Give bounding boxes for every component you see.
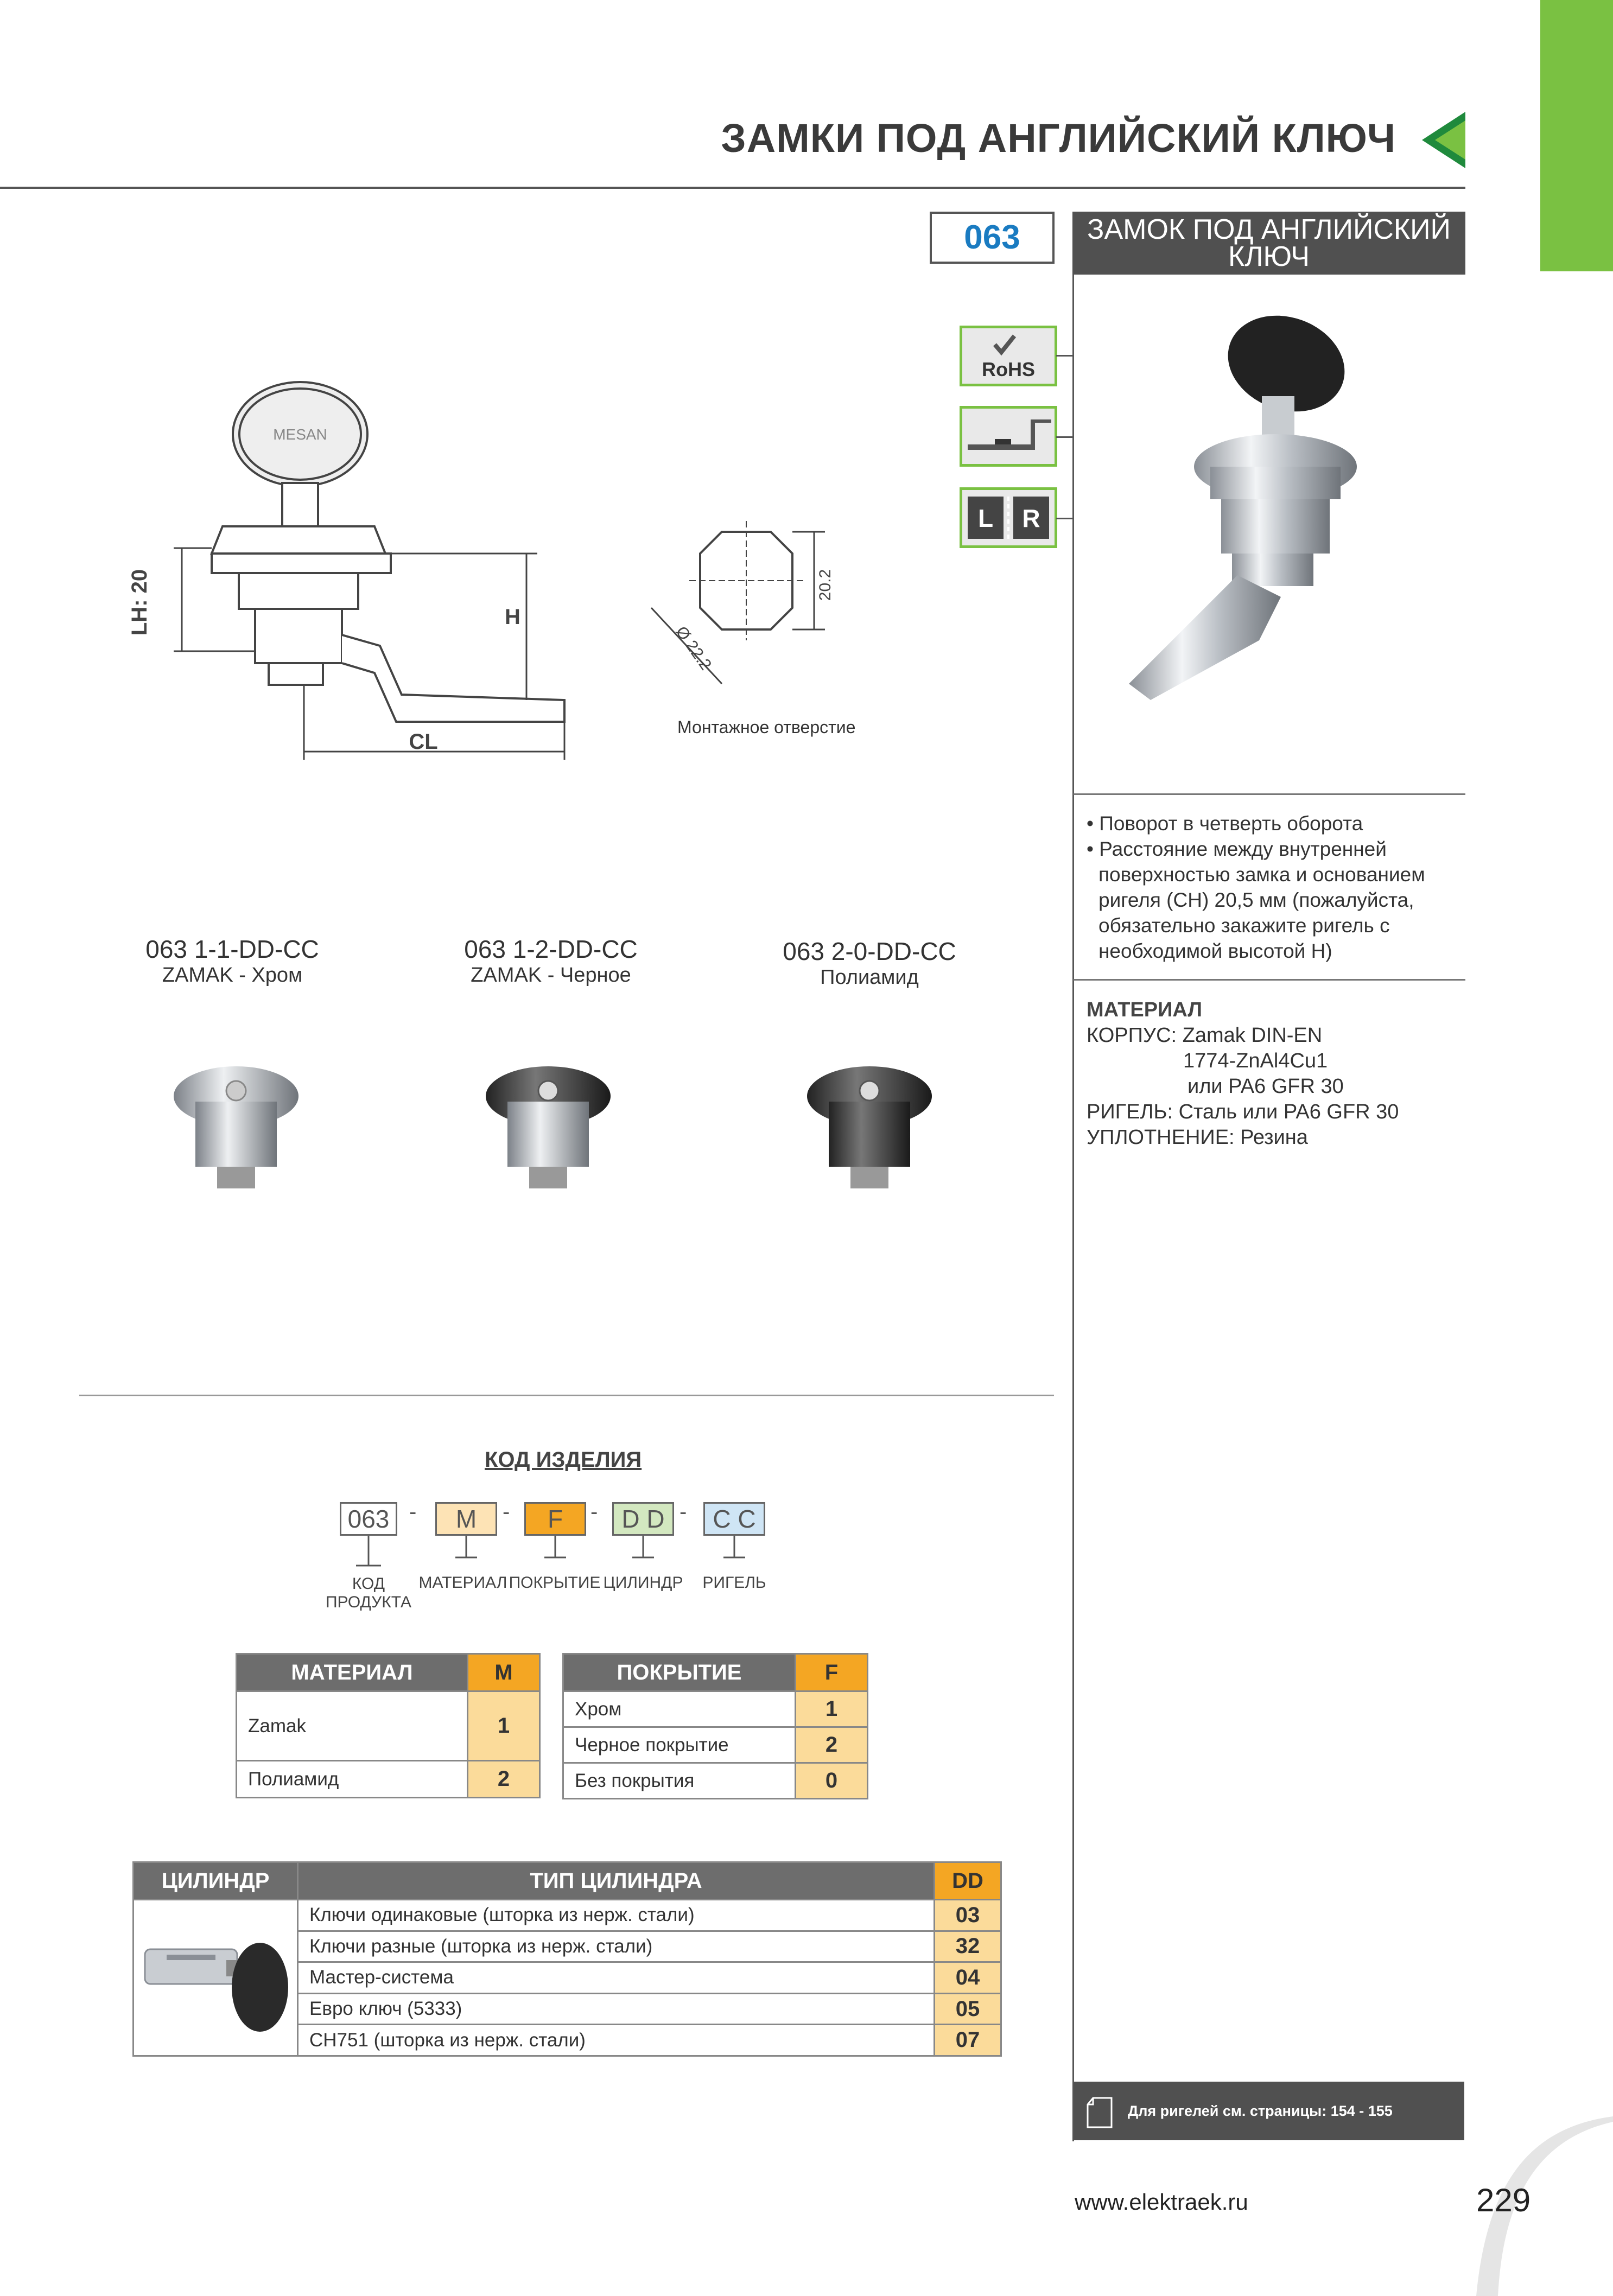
- page-number: 229: [1476, 2182, 1531, 2218]
- variant-code: 063 1-2-DD-CC: [464, 935, 638, 963]
- code-part-bolt: C C: [703, 1502, 765, 1536]
- panel-mount-icon: [960, 406, 1057, 467]
- product-heading-line1: ЗАМОК ПОД АНГЛИЙСКИЙ: [1087, 214, 1451, 245]
- coating-table-value: 0: [796, 1763, 868, 1799]
- variant-card: [388, 934, 714, 987]
- material-line: УПЛОТНЕНИЕ: Резина: [1087, 1126, 1308, 1149]
- icon-connector: [1056, 355, 1072, 357]
- material-table-name: Полиамид: [237, 1761, 468, 1798]
- feature-item: • Расстояние между внутренней поверхностью замка и основанием ригеля (CH) 20,5 мм (пожалуйста, обязательно закажите ригель с необходимой высотой H): [1087, 838, 1425, 962]
- variant-desc: ZAMAK - Черное: [471, 964, 631, 987]
- code-separator: -: [680, 1500, 687, 1524]
- website-url: www.elektraek.ru: [1075, 2189, 1248, 2215]
- cylinder-code: 04: [935, 1962, 1001, 1994]
- rohs-icon: [960, 326, 1057, 386]
- material-table-header: МАТЕРИАЛ: [237, 1654, 468, 1691]
- feature-rule: [1074, 793, 1465, 795]
- material-heading: МАТЕРИАЛ: [1087, 998, 1202, 1021]
- code-separator: -: [503, 1500, 510, 1524]
- cylinder-photo-cell: [134, 1900, 298, 2056]
- technical-drawing: [119, 347, 608, 771]
- dim-h: H: [505, 605, 520, 629]
- cylinder-photo: [134, 1900, 297, 2050]
- product-heading: [1072, 212, 1465, 275]
- cylinder-type: Ключи одинаковые (шторка из нерж. стали): [298, 1900, 935, 1931]
- material-line: РИГЕЛЬ: Сталь или PA6 GFR 30: [1087, 1101, 1399, 1123]
- variant-desc: ZAMAK - Хром: [162, 964, 303, 987]
- variant-desc: Полиамид: [820, 966, 919, 989]
- green-triangle-icon: [1422, 112, 1465, 168]
- material-table-value: 1: [468, 1691, 540, 1761]
- bolt-reference-note: [1074, 2082, 1464, 2140]
- cylinder-type: Мастер-система: [298, 1962, 935, 1994]
- coating-table-value: 1: [796, 1691, 868, 1727]
- page-title: ЗАМКИ ПОД АНГЛИЙСКИЙ КЛЮЧ: [721, 116, 1396, 161]
- feature-item: • Поворот в четверть оборота: [1087, 812, 1363, 835]
- title-rule: [0, 187, 1465, 189]
- coating-table: [562, 1653, 868, 1799]
- material-table: [236, 1653, 541, 1798]
- variant-code: 063 1-1-DD-CC: [145, 935, 319, 963]
- variant-card: [707, 937, 1032, 989]
- mounting-hole-drawing: [640, 521, 890, 716]
- left-right-icon: [960, 487, 1057, 548]
- code-part-cylinder: D D: [612, 1502, 674, 1536]
- code-connectors: [340, 1536, 774, 1568]
- variant-card: [69, 934, 395, 987]
- material-line: 1774-ZnAl4Cu1: [1183, 1050, 1328, 1072]
- variant-photo-chrome: [174, 1066, 299, 1188]
- coating-table-name: Хром: [563, 1691, 796, 1727]
- code-label-cylinder: ЦИЛИНДР: [603, 1574, 683, 1592]
- code-separator: -: [409, 1500, 417, 1524]
- lock-photo: [1118, 304, 1444, 749]
- material-line: КОРПУС: Zamak DIN-EN: [1087, 1024, 1323, 1047]
- coating-table-name: Без покрытия: [563, 1763, 796, 1799]
- variant-photo-polyamide: [807, 1066, 932, 1188]
- dim-lh: LH: 20: [128, 569, 151, 636]
- rohs-label: RoHS: [982, 358, 1035, 380]
- cylinder-code-header: DD: [935, 1862, 1001, 1900]
- material-table-code-header: M: [468, 1654, 540, 1691]
- hole-caption: Монтажное отверстие: [677, 717, 856, 737]
- cylinder-code: 07: [935, 2025, 1001, 2056]
- material-table-name: Zamak: [237, 1691, 468, 1761]
- material-table-value: 2: [468, 1761, 540, 1798]
- icon-connector: [1056, 518, 1072, 519]
- material-rule: [1074, 979, 1465, 981]
- order-code-heading: КОД ИЗДЕЛИЯ: [485, 1448, 642, 1472]
- code-label-material: МАТЕРИАЛ: [418, 1574, 507, 1592]
- coating-table-name: Черное покрытие: [563, 1727, 796, 1763]
- material-block: [1087, 997, 1399, 1150]
- coating-table-code-header: F: [796, 1654, 868, 1691]
- cylinder-code: 32: [935, 1931, 1001, 1962]
- variant-code: 063 2-0-DD-CC: [783, 937, 956, 965]
- code-part-product: 063: [340, 1502, 397, 1536]
- code-part-material: M: [435, 1502, 497, 1536]
- feature-list: [1087, 811, 1466, 964]
- cylinder-type: CH751 (шторка из нерж. стали): [298, 2025, 935, 2056]
- variant-photos: [163, 1058, 977, 1221]
- right-column-divider: [1072, 275, 1074, 2141]
- left-label: L: [977, 504, 994, 532]
- cylinder-type: Евро ключ (5333): [298, 1993, 935, 2025]
- green-tab: [1540, 0, 1613, 271]
- cylinder-table: [132, 1861, 1002, 2057]
- cylinder-type-header: ТИП ЦИЛИНДРА: [298, 1862, 935, 1900]
- product-heading-line2: КЛЮЧ: [1228, 241, 1310, 272]
- coating-table-value: 2: [796, 1727, 868, 1763]
- product-code: 063: [930, 212, 1055, 264]
- page-icon: [1084, 2096, 1115, 2129]
- code-label-coating: ПОКРЫТИЕ: [509, 1574, 601, 1592]
- code-label-bolt: РИГЕЛЬ: [702, 1574, 766, 1592]
- code-separator: -: [590, 1500, 598, 1524]
- cylinder-table-header: ЦИЛИНДР: [134, 1862, 298, 1900]
- icon-connector: [1056, 436, 1072, 438]
- dim-diameter: Ø 22.2: [672, 623, 715, 673]
- dim-square: 20.2: [816, 569, 834, 601]
- cylinder-type: Ключи разные (шторка из нерж. стали): [298, 1931, 935, 1962]
- section-rule: [79, 1395, 1054, 1396]
- material-line: или PA6 GFR 30: [1187, 1075, 1344, 1098]
- bolt-reference-text: Для ригелей см. страницы: 154 - 155: [1128, 2103, 1393, 2119]
- dim-cl: CL: [409, 730, 438, 754]
- coating-table-header: ПОКРЫТИЕ: [563, 1654, 796, 1691]
- code-label-product: КОД ПРОДУКТА: [325, 1575, 412, 1611]
- cylinder-code: 05: [935, 1993, 1001, 2025]
- cylinder-code: 03: [935, 1900, 1001, 1931]
- key-brand: MESAN: [273, 426, 327, 443]
- right-label: R: [1022, 504, 1040, 532]
- variant-photo-black: [486, 1066, 611, 1188]
- code-part-coating: F: [524, 1502, 586, 1536]
